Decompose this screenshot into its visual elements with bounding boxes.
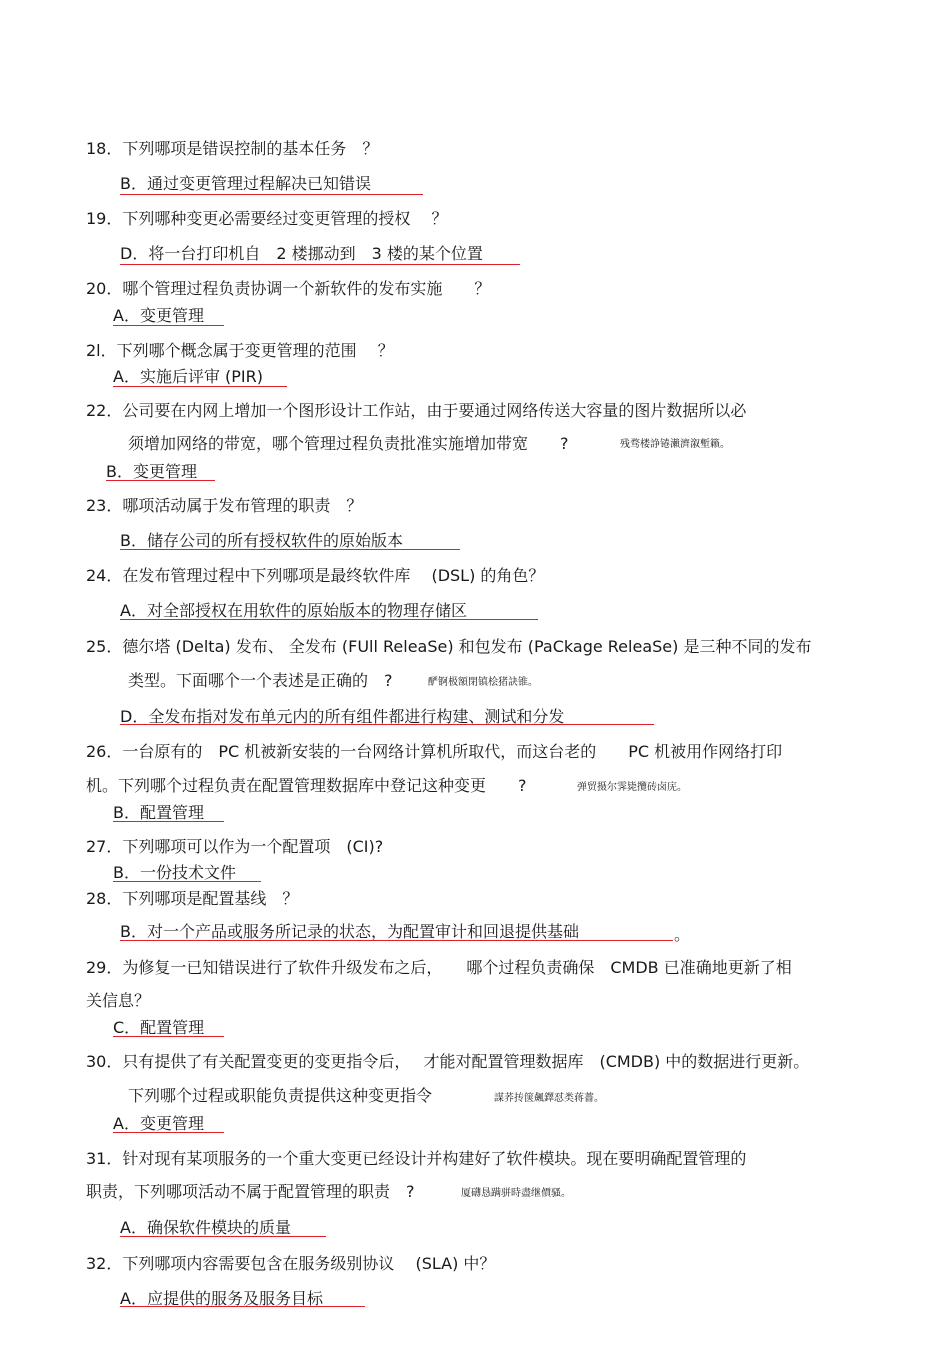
answer-underline: [113, 821, 224, 822]
noise-text: 厦礴恳蹒骈時盡继價骚。: [461, 1188, 571, 1199]
question-20: 20．哪个管理过程负责协调一个新软件的发布实施 ？: [86, 279, 491, 298]
answer-underline: [120, 194, 423, 195]
answer-24: A．对全部授权在用软件的原始版本的物理存储区: [120, 601, 467, 620]
answer-25: D．全发布指对发布单元内的所有组件都进行构建、测试和分发: [120, 707, 565, 726]
answer-22: B．变更管理: [106, 462, 197, 481]
answer-underline: [113, 325, 224, 326]
answer-27: B．一份技术文件: [113, 863, 236, 882]
question-31-line-1: 31．针对现有某项服务的一个重大变更已经设计并构建好了软件模块。现在要明确配置管理的: [86, 1149, 747, 1168]
question-31-line-2: 职责，下列哪项活动不属于配置管理的职责 ?: [86, 1182, 415, 1201]
question-32: 32．下列哪项内容需要包含在服务级别协议 (SLA) 中？: [86, 1254, 496, 1273]
answer-underline: [113, 881, 261, 882]
answer-26: B．配置管理: [113, 803, 204, 822]
answer-29: C．配置管理: [113, 1018, 205, 1037]
question-25-line-1: 25．德尔塔 (Delta) 发布、 全发布 (FUll ReleaSe) 和包发布 (PaCkage ReleaSe) 是三种不同的发布: [86, 637, 812, 656]
answer-19: D．将一台打印机自 2 楼挪动到 3 楼的某个位置: [120, 244, 483, 263]
answer-underline: [106, 480, 215, 481]
answer-underline: [120, 1236, 326, 1237]
question-19: 19．下列哪种变更必需要经过变更管理的授权 ？: [86, 209, 448, 228]
answer-underline: [120, 549, 460, 550]
question-26-line-1: 26．一台原有的 PC 机被新安装的一台网络计算机所取代，而这台老的 PC 机被用作网络打印: [86, 742, 783, 761]
question-26-line-2: 机。下列哪个过程负责在配置管理数据库中登记这种变更 ?: [86, 776, 527, 795]
question-18: 18．下列哪项是错误控制的基本任务 ？: [86, 139, 379, 158]
answer-underline: [113, 386, 287, 387]
answer-underline: [120, 619, 538, 620]
answer-23: B．储存公司的所有授权软件的原始版本: [120, 531, 403, 550]
noise-text: 酽锕极額閉镇桧猪訣锥。: [428, 677, 538, 688]
question-22-line-1: 22．公司要在内网上增加一个图形设计工作站，由于要通过网络传送大容量的图片数据所以必: [86, 401, 747, 420]
answer-31: A．确保软件模块的质量: [120, 1218, 291, 1237]
question-29-line-2: 关信息？: [86, 991, 151, 1010]
answer-underline: [120, 724, 654, 725]
question-25-line-2: 类型。下面哪个一个表述是正确的 ?: [128, 671, 393, 690]
answer-30: A．变更管理: [113, 1114, 204, 1133]
noise-text: 謀荞抟箧飆鐸怼类蒋薔。: [494, 1093, 604, 1104]
answer-18: B．通过变更管理过程解决已知错误: [120, 174, 371, 193]
question-28: 28．下列哪项是配置基线 ？: [86, 889, 299, 908]
noise-text: 弹贸摄尔霁毙攬砖卤庑。: [577, 782, 687, 793]
question-24: 24．在发布管理过程中下列哪项是最终软件库 (DSL) 的角色？: [86, 566, 545, 585]
question-27: 27．下列哪项可以作为一个配置项 (CI)?: [86, 837, 384, 856]
answer-32: A．应提供的服务及服务目标: [120, 1289, 323, 1308]
answer-underline: [120, 940, 673, 941]
answer-21: A．实施后评审 (PIR): [113, 367, 264, 386]
answer-underline: [113, 1036, 224, 1037]
answer-28: B．对一个产品或服务所记录的状态，为配置审计和回退提供基础: [120, 922, 579, 941]
answer-underline: [120, 1306, 365, 1307]
question-23: 23．哪项活动属于发布管理的职责 ？: [86, 496, 363, 515]
answer-20: A．变更管理: [113, 306, 204, 325]
question-30-line-2: 下列哪个过程或职能负责提供这种变更指令: [128, 1086, 433, 1105]
noise-text: 残骛楼諍锩瀨濟溆塹籟。: [620, 439, 730, 450]
answer-underline: [120, 264, 520, 265]
question-21: 2l．下列哪个概念属于变更管理的范围 ？: [86, 341, 394, 360]
question-30-line-1: 30．只有提供了有关配置变更的变更指令后， 才能对配置管理数据库 (CMDB) 中的数据进行更新。: [86, 1052, 810, 1071]
answer-28-tail: 。: [674, 925, 691, 944]
question-29-line-1: 29．为修复一已知错误进行了软件升级发布之后， 哪个过程负责确保 CMDB 已准确地更新了相: [86, 958, 792, 977]
answer-underline: [113, 1132, 224, 1133]
question-22-line-2: 须增加网络的带宽，哪个管理过程负责批准实施增加带宽 ?: [128, 434, 569, 453]
